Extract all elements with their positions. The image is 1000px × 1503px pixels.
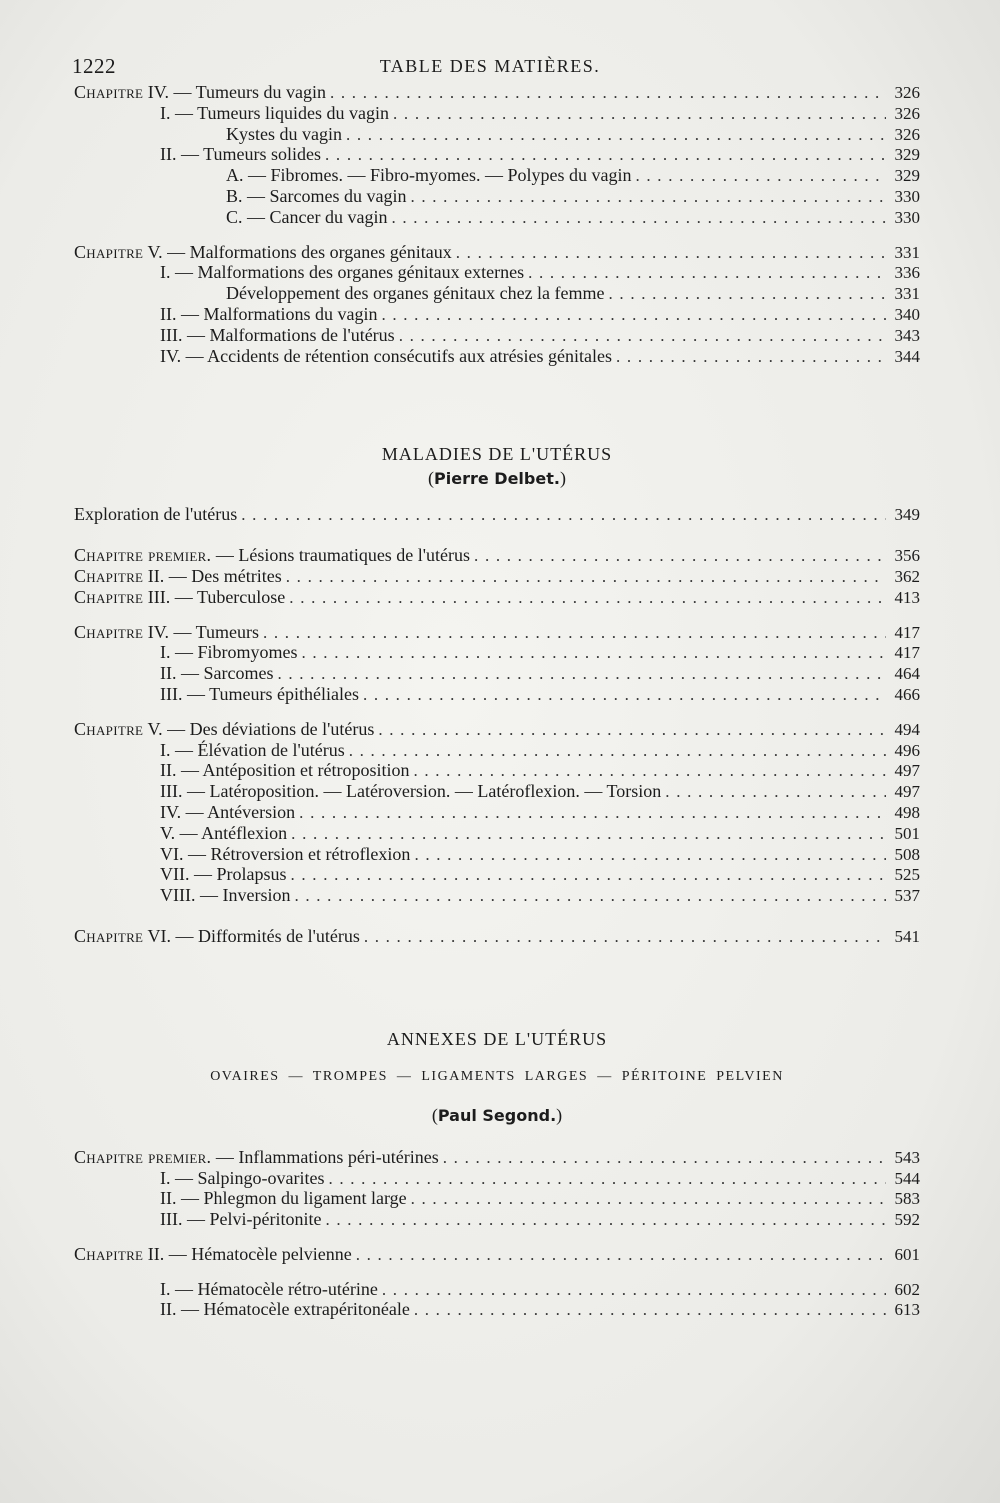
author-paren-open: ( (428, 468, 435, 489)
dot-leader (349, 741, 886, 762)
dot-leader (410, 187, 886, 208)
toc-entry-text: III. — Tuberculose (147, 586, 286, 607)
author-paren-close: ) (556, 1104, 563, 1125)
dot-leader (291, 824, 886, 845)
chapter-word: Chapitre premier. (74, 1146, 212, 1167)
spacer (74, 906, 920, 926)
toc-page-number: 601 (894, 1244, 920, 1264)
toc-entry[interactable] (74, 325, 920, 346)
toc-entry-text: — Inflammations péri-utérines (215, 1146, 439, 1167)
toc-page-number: 613 (894, 1300, 920, 1320)
toc-entry-label (160, 1279, 382, 1300)
dot-leader (356, 1245, 886, 1266)
author-paren-close: ) (559, 468, 566, 489)
toc-page-number: 330 (894, 207, 920, 227)
spacer (74, 366, 920, 442)
toc-entry-text: VI. — Rétroversion et rétroflexion (160, 843, 411, 864)
toc-page-number: 497 (894, 782, 920, 802)
toc-entry-text: I. — Tumeurs liquides du vagin (160, 102, 390, 123)
toc-entry-text: III. — Latéroposition. — Latéroversion. — Latéroflexion. — Torsion (160, 781, 662, 802)
section-author (74, 466, 920, 490)
toc-entry[interactable] (74, 587, 920, 608)
toc-entry-label (226, 207, 391, 228)
dot-leader (289, 588, 886, 609)
toc-entry[interactable] (74, 242, 920, 263)
toc-entry[interactable] (74, 1168, 920, 1189)
dot-leader (286, 567, 886, 588)
dot-leader (346, 125, 886, 146)
toc-entry-label (74, 504, 241, 525)
toc-page-number: 508 (894, 844, 920, 864)
toc-entry[interactable] (74, 186, 920, 207)
dot-leader (391, 208, 886, 229)
toc-entry-text: II. — Malformations du vagin (160, 303, 378, 324)
chapter-word: Chapitre (74, 241, 144, 262)
toc-entry-text: I. — Fibromyomes (160, 642, 298, 663)
toc-entry[interactable] (74, 1147, 920, 1168)
toc-entry-label (74, 82, 330, 103)
chapter-word: Chapitre (74, 621, 144, 642)
toc-entry[interactable] (74, 781, 920, 802)
toc-page-number: 417 (894, 643, 920, 663)
toc-entry[interactable] (74, 82, 920, 103)
section-author (74, 1103, 920, 1127)
toc-page-number: 541 (894, 926, 920, 946)
toc-entry-text: VIII. — Inversion (160, 885, 291, 906)
dot-leader (378, 720, 886, 741)
toc-entry-label (160, 760, 413, 781)
toc-page-number: 330 (894, 186, 920, 206)
section-title: ANNEXES DE L'UTÉRUS (386, 1028, 608, 1049)
toc-entry[interactable] (74, 304, 920, 325)
toc-entry-label (160, 1299, 414, 1320)
toc-entry-text: II. — Tumeurs solides (160, 144, 322, 165)
toc-entry-label (160, 740, 349, 761)
dot-leader (456, 243, 886, 264)
spacer (74, 608, 920, 622)
dot-leader (413, 761, 886, 782)
toc-page-number: 336 (894, 263, 920, 283)
toc-entry[interactable] (74, 1279, 920, 1300)
spacer (74, 1089, 920, 1103)
toc-page-number: 417 (894, 622, 920, 642)
toc-page-number: 326 (894, 124, 920, 144)
toc-entry[interactable] (74, 207, 920, 228)
dot-leader (528, 263, 886, 284)
toc-page-number: 329 (894, 166, 920, 186)
toc-entry-label (74, 587, 289, 608)
toc-page-number: 544 (894, 1168, 920, 1188)
toc-entry[interactable] (74, 566, 920, 587)
toc-entry-text: II. — Des métrites (147, 565, 282, 586)
toc-entry-label (160, 642, 302, 663)
toc-entry-text: VII. — Prolapsus (160, 864, 287, 885)
toc-entry[interactable] (74, 103, 920, 124)
toc-page-number: 343 (894, 325, 920, 345)
dot-leader (325, 1210, 886, 1231)
dot-leader (325, 145, 886, 166)
toc-entry-text: A. — Fibromes. — Fibro-myomes. — Polypes du vagin (226, 165, 632, 186)
chapter-word: Chapitre premier. (74, 545, 212, 566)
toc-entry-label (74, 926, 364, 947)
dot-leader (330, 83, 886, 104)
toc-page-number: 602 (894, 1279, 920, 1299)
toc-entry-label (160, 144, 325, 165)
toc-entry-text: I. — Salpingo-ovarites (160, 1167, 325, 1188)
toc-page-number: 340 (894, 304, 920, 324)
toc-entry[interactable] (74, 144, 920, 165)
chapter-word: Chapitre (74, 718, 144, 739)
toc-page-number: 592 (894, 1210, 920, 1230)
toc-entry[interactable] (74, 760, 920, 781)
toc-entry-text: — Lésions traumatiques de l'utérus (215, 545, 471, 566)
toc-entry[interactable] (74, 642, 920, 663)
toc-entry[interactable] (74, 802, 920, 823)
toc-entry-label (160, 1209, 325, 1230)
running-title: TABLE DES MATIÈRES. (379, 56, 601, 76)
toc-page-number: 326 (894, 83, 920, 102)
spacer (74, 1127, 920, 1147)
dot-leader (241, 505, 886, 526)
dot-leader (414, 845, 886, 866)
toc-entry[interactable] (74, 1299, 920, 1320)
toc-entry-text: C. — Cancer du vagin (226, 206, 388, 227)
toc-page-number: 497 (894, 761, 920, 781)
toc-entry-text: II. — Phlegmon du ligament large (160, 1188, 407, 1209)
toc-entry-text: III. — Malformations de l'utérus (160, 324, 395, 345)
toc-page-number: 496 (894, 740, 920, 760)
toc-entry[interactable] (74, 864, 920, 885)
toc-entry-label (160, 304, 381, 325)
dot-leader (382, 1280, 886, 1301)
toc-entry[interactable] (74, 663, 920, 684)
author-paren-open: ( (431, 1104, 438, 1125)
toc-page-number: 498 (894, 802, 920, 822)
toc-entry-text: IV. — Tumeurs du vagin (147, 82, 326, 102)
toc-entry[interactable] (74, 1188, 920, 1209)
toc-entry-label (160, 663, 277, 684)
dot-leader (616, 347, 886, 368)
toc-page-number: 344 (894, 346, 920, 366)
dot-leader (399, 326, 886, 347)
toc-entry[interactable] (74, 1244, 920, 1265)
toc-page-number: 543 (894, 1147, 920, 1167)
spacer (74, 947, 920, 1027)
spacer (74, 1265, 920, 1279)
toc-entry[interactable] (74, 262, 920, 283)
toc-page-number: 525 (894, 865, 920, 885)
chapter-word: Chapitre (74, 82, 144, 102)
toc-page-number: 331 (894, 284, 920, 304)
toc-entry-label (160, 103, 393, 124)
toc-page-number: 362 (894, 566, 920, 586)
toc-entry-label (74, 566, 286, 587)
toc-entry-text: V. — Malformations des organes génitaux (147, 241, 452, 262)
toc-entry-label (160, 684, 363, 705)
spacer (74, 705, 920, 719)
toc-entry-label (74, 1147, 443, 1168)
toc-entry-label (160, 864, 291, 885)
dot-leader (474, 546, 886, 567)
toc-entry-label (74, 242, 456, 263)
toc-entry[interactable] (74, 740, 920, 761)
toc-entry[interactable] (74, 684, 920, 705)
toc-entry[interactable] (74, 823, 920, 844)
dot-leader (393, 104, 886, 125)
chapter-word: Chapitre (74, 586, 144, 607)
dot-leader (636, 166, 887, 187)
toc-page-number: 326 (894, 103, 920, 123)
toc-entry-label (160, 781, 665, 802)
dot-leader (665, 782, 886, 803)
spacer (74, 490, 920, 504)
dot-leader (364, 927, 886, 948)
dot-leader (299, 803, 886, 824)
toc-entry-text: Développement des organes génitaux chez la femme (226, 283, 605, 304)
toc-entry-label (160, 325, 399, 346)
toc-entry-label (160, 885, 294, 906)
toc-entry-label (160, 262, 528, 283)
toc-entry[interactable] (74, 1209, 920, 1230)
toc-entry[interactable] (74, 504, 920, 525)
toc-entry-label (160, 844, 414, 865)
toc-entry[interactable] (74, 545, 920, 566)
toc-entry-text: III. — Pelvi-péritonite (160, 1209, 322, 1230)
toc-entry-label (160, 823, 291, 844)
dot-leader (411, 1189, 886, 1210)
toc-entry-text: II. — Hématocèle extrapéritonéale (160, 1299, 410, 1320)
toc-entry[interactable] (74, 926, 920, 947)
toc-entry[interactable] (74, 885, 920, 906)
section-subtitle: OVAIRES — TROMPES — LIGAMENTS LARGES — PÉRITOINE PELVIEN (210, 1068, 784, 1084)
dot-leader (291, 865, 887, 886)
chapter-word: Chapitre (74, 1243, 144, 1264)
dot-leader (381, 305, 886, 326)
toc-page-number: 464 (894, 664, 920, 684)
toc-entry-text: Exploration de l'utérus (74, 504, 238, 525)
toc-entry-label (74, 1244, 356, 1265)
dot-leader (363, 685, 886, 706)
toc-entry-label (160, 1188, 411, 1209)
toc-entry-text: I. — Malformations des organes génitaux externes (160, 262, 525, 283)
toc-entry[interactable] (74, 283, 920, 304)
table-of-contents (74, 82, 920, 1320)
toc-entry[interactable] (74, 622, 920, 643)
toc-entry-label (160, 802, 299, 823)
dot-leader (294, 886, 886, 907)
toc-entry-label (226, 186, 410, 207)
toc-entry-label (226, 283, 609, 304)
toc-page-number: 413 (894, 587, 920, 607)
spacer (74, 525, 920, 545)
dot-leader (443, 1148, 886, 1169)
toc-entry-text: II. — Antéposition et rétroposition (160, 760, 410, 781)
page-number: 1222 (72, 54, 116, 78)
toc-entry-label (160, 346, 616, 367)
toc-page-number: 501 (894, 823, 920, 843)
toc-page-number: 329 (894, 145, 920, 165)
dot-leader (609, 284, 886, 305)
dot-leader (263, 623, 886, 644)
toc-page-number: 466 (894, 684, 920, 704)
toc-entry[interactable] (74, 165, 920, 186)
toc-page-number: 494 (894, 719, 920, 739)
toc-entry[interactable] (74, 844, 920, 865)
dot-leader (414, 1300, 886, 1321)
toc-page-number: 537 (894, 886, 920, 906)
toc-entry-text: III. — Tumeurs épithéliales (160, 683, 359, 704)
toc-entry-label (160, 1168, 328, 1189)
spacer (74, 228, 920, 242)
dot-leader (328, 1169, 886, 1190)
toc-entry-label (226, 124, 346, 145)
author-name: Pierre Delbet. (434, 469, 560, 489)
dot-leader (277, 664, 886, 685)
chapter-word: Chapitre (74, 925, 144, 946)
toc-entry-label (74, 622, 263, 643)
toc-entry-label (74, 719, 378, 740)
toc-entry-text: VI. — Difformités de l'utérus (147, 925, 360, 946)
dot-leader (302, 643, 887, 664)
toc-page-number: 331 (894, 242, 920, 262)
toc-page-number: 349 (894, 505, 920, 525)
chapter-word: Chapitre (74, 565, 144, 586)
toc-entry[interactable] (74, 719, 920, 740)
toc-entry[interactable] (74, 346, 920, 367)
toc-page-number: 583 (894, 1189, 920, 1209)
toc-entry-text: IV. — Accidents de rétention consécutifs aux atrésies génitales (160, 345, 613, 366)
spacer (74, 1051, 920, 1065)
toc-entry[interactable] (74, 124, 920, 145)
section-title: MALADIES DE L'UTÉRUS (381, 444, 613, 465)
toc-entry-text: IV. — Tumeurs (147, 621, 259, 642)
toc-entry-text: II. — Hématocèle pelvienne (147, 1243, 352, 1264)
toc-entry-text: B. — Sarcomes du vagin (226, 185, 407, 206)
toc-entry-text: Kystes du vagin (226, 123, 342, 144)
toc-entry-text: IV. — Antéversion (160, 801, 296, 822)
toc-entry-text: V. — Des déviations de l'utérus (147, 718, 375, 739)
spacer (74, 1230, 920, 1244)
toc-entry-label (226, 165, 636, 186)
toc-entry-text: I. — Élévation de l'utérus (160, 739, 345, 760)
toc-entry-text: II. — Sarcomes (160, 663, 274, 684)
toc-entry-text: I. — Hématocèle rétro-utérine (160, 1278, 378, 1299)
toc-entry-label (74, 545, 474, 566)
toc-page-number: 356 (894, 546, 920, 566)
toc-entry-text: V. — Antéflexion (160, 822, 288, 843)
author-name: Paul Segond. (437, 1105, 557, 1125)
